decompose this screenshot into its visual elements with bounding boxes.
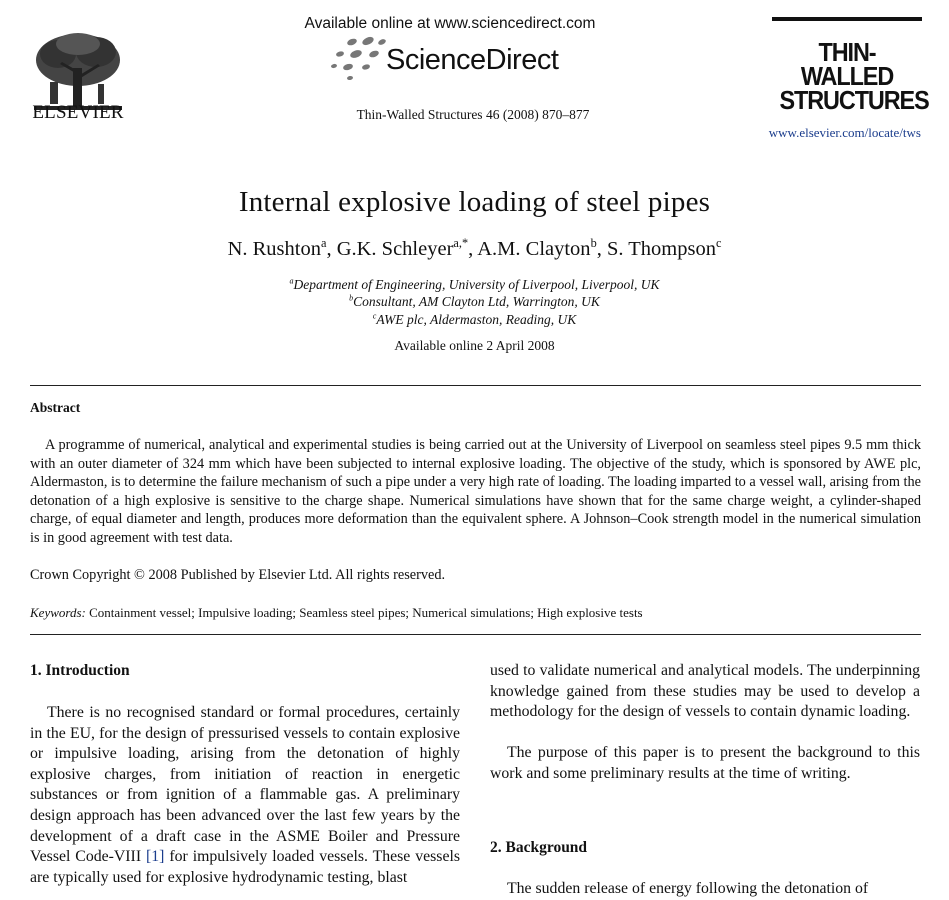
divider-top — [30, 385, 921, 386]
journal-logo-rule — [772, 17, 922, 21]
affiliation-a — [0, 277, 949, 293]
affiliation-mark: a — [289, 276, 294, 286]
author-separator: , — [596, 238, 607, 260]
paragraph-text: for impulsively loaded vessels. These vessels are typically used for explosive hydrodynamic testing, blast — [30, 848, 460, 886]
available-online-banner: Available online at www.sciencedirect.com — [304, 15, 596, 32]
journal-citation: Thin-Walled Structures 46 (2008) 870–877 — [356, 107, 590, 122]
purpose-paragraph: The purpose of this paper is to present the background to this work and some preliminary results at the time of writing. — [490, 744, 920, 782]
citation-link[interactable]: [1] — [146, 848, 165, 866]
sciencedirect-dots-icon — [328, 36, 388, 82]
divider-bottom — [30, 634, 921, 635]
abstract-heading: Abstract — [30, 400, 81, 415]
journal-title-line1: THIN-WALLED — [800, 37, 894, 91]
column2-paragraph: used to validate numerical and analytical models. The underpinning knowledge gained from these studies may be used to develop a methodology for the design of vessels to contain dynamic loading. — [490, 662, 920, 721]
affiliation-mark: c — [372, 311, 377, 321]
journal-logo — [779, 37, 929, 115]
author-mark[interactable]: a,* — [453, 236, 469, 251]
author-separator: , — [326, 238, 337, 260]
affiliation-text: Department of Engineering, University of Liverpool, Liverpool, UK — [293, 277, 660, 292]
copyright-line: Crown Copyright © 2008 Published by Elsevier Ltd. All rights reserved. — [30, 567, 446, 583]
affiliation-text: AWE plc, Aldermaston, Reading, UK — [376, 312, 577, 327]
journal-url-link[interactable]: www.elsevier.com/locate/tws — [768, 125, 921, 140]
author-name: G.K. Schleyer — [336, 238, 454, 260]
keywords — [30, 605, 643, 621]
author-mark[interactable]: a — [320, 236, 327, 251]
keywords-list: Containment vessel; Impulsive loading; Seamless steel pipes; Numerical simulations; High explosive tests — [89, 605, 643, 620]
abstract-text: A programme of numerical, analytical and experimental studies is being carried out at the University of Liverpool on seamless steel pipes 9.5 mm thick with an outer diameter of 324 mm which have been subjected to internal explosive loading. The objective of the study, which is sponsored by AWE plc, Aldermaston, is to determine the failure mechanism of such a pipe under a very high rate of loading. The loading imparted to a vessel wall, arising from the detonation of a high explosive is sensitive to the charge shape. Numerical simulations have shown that for the same charge weight, a cylinder-shaped charge, of equal diameter and length, produces more deformation than the equivalent sphere. A Johnson–Cook strength model in the numerical simulation is in good agreement with test data. — [30, 437, 921, 546]
publisher-name: ELSEVIER — [32, 102, 124, 123]
paragraph-text: There is no recognised standard or formal procedures, certainly in the EU, for the design of pressurised vessels to contain explosive or impulsive loading, arising from the detonation of highly explosive charges, from initiation of reaction in energetic substances or from ignition of a flammable gas. A preliminary design approach has been advanced over the last few years by the development of a draft case in the ASME Boiler and Pressure Vessel Code-VIII — [30, 704, 460, 866]
sciencedirect-wordmark: ScienceDirect — [386, 44, 559, 76]
available-online-date: Available online 2 April 2008 — [394, 338, 555, 353]
affiliation-mark: b — [349, 293, 354, 303]
sciencedirect-logo — [328, 36, 578, 82]
background-paragraph: The sudden release of energy following the detonation of — [507, 880, 869, 897]
keywords-label: Keywords: — [30, 605, 86, 620]
introduction-paragraph — [30, 703, 460, 888]
section-heading-background: 2. Background — [490, 839, 588, 856]
author-separator: , — [468, 238, 478, 260]
author-name: S. Thompson — [606, 238, 716, 260]
journal-title-line2: STRUCTURES — [779, 85, 929, 115]
affiliation-text: Consultant, AM Clayton Ltd, Warrington, UK — [353, 294, 600, 309]
affiliation-c — [0, 312, 949, 328]
author-list — [0, 238, 949, 261]
section-heading-introduction: 1. Introduction — [30, 662, 130, 679]
author-mark[interactable]: c — [715, 236, 722, 251]
author-name: N. Rushton — [227, 238, 321, 260]
author-name: A.M. Clayton — [477, 238, 591, 260]
paper-title: Internal explosive loading of steel pipes — [238, 186, 711, 218]
author-mark[interactable]: b — [590, 236, 597, 251]
affiliation-b — [0, 294, 949, 310]
